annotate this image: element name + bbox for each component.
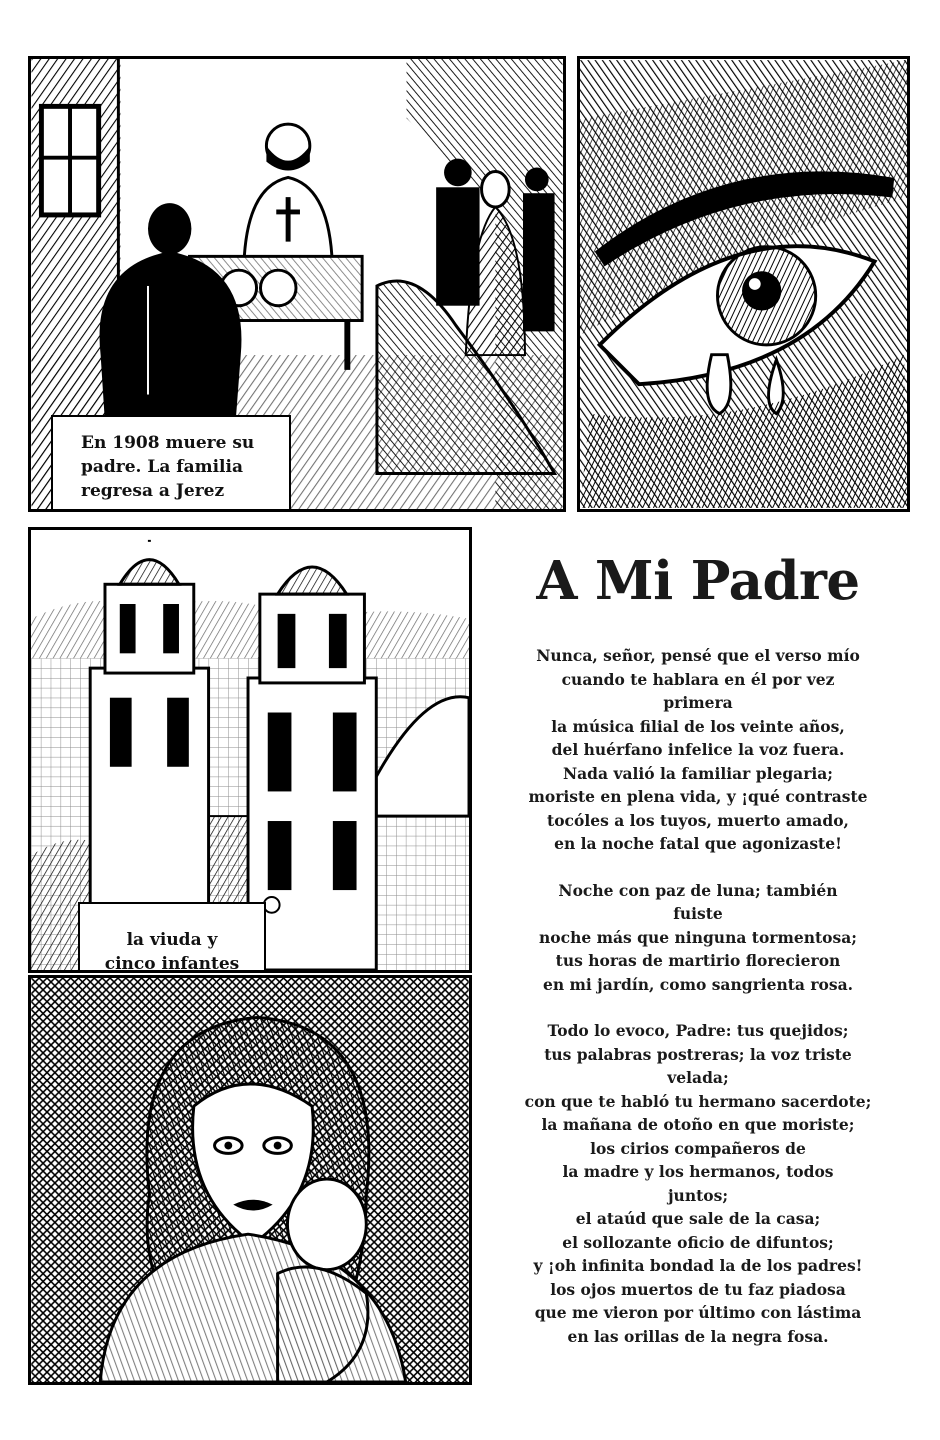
poem-line: tocóles a los tuyos, muerto amado, xyxy=(547,810,849,830)
poem-line: los cirios compañeros de xyxy=(590,1138,806,1158)
poem-line: en las orillas de la negra fosa. xyxy=(567,1326,829,1346)
funeral-caption xyxy=(51,415,291,511)
caption-line: padre. La familia xyxy=(81,457,243,477)
funeral-panel xyxy=(28,56,566,512)
poem-line: los ojos muertos de tu faz piadosa xyxy=(550,1279,846,1299)
poem-line: tus palabras postreras; la voz triste xyxy=(544,1044,852,1064)
poem-line: velada; xyxy=(667,1068,729,1087)
poem-line: cuando te hablara en él por vez xyxy=(561,669,835,689)
poem-body xyxy=(486,644,910,1371)
poem-line: noche más que ninguna tormentosa; xyxy=(539,927,857,947)
church-caption xyxy=(78,902,266,973)
poem-line: la madre y los hermanos, todos xyxy=(562,1162,834,1181)
right-tower xyxy=(248,567,376,970)
eye-illustration xyxy=(580,59,907,509)
poem-line: en mi jardín, como sangrienta rosa. xyxy=(542,974,854,994)
poem-line: tus horas de martirio florecieron xyxy=(555,951,841,970)
poem-line: y ¡oh infinita bondad la de los padres! xyxy=(533,1256,863,1275)
poem-line: la música filial de los veinte años, xyxy=(551,716,845,736)
eye-panel xyxy=(577,56,910,512)
window xyxy=(41,106,98,215)
poem-line: primera xyxy=(663,693,733,712)
caption-line: En 1908 muere su xyxy=(81,433,255,453)
poem-line: con que te habló tu hermano sacerdote; xyxy=(524,1091,872,1111)
mother-panel xyxy=(28,975,472,1385)
poem-line: la mañana de otoño en que moriste; xyxy=(541,1115,855,1134)
poem-line: que me vieron por último con lástima xyxy=(534,1303,862,1322)
poem-line: juntos; xyxy=(667,1185,729,1205)
poem-line: fuiste xyxy=(673,904,723,923)
church-panel xyxy=(28,527,472,973)
poem-line: Nunca, señor, pensé que el verso mío xyxy=(536,646,860,665)
poem-stanza xyxy=(486,1019,910,1348)
poem-line: en la noche fatal que agonizaste! xyxy=(554,834,842,853)
poem-stanza xyxy=(486,879,910,997)
poem-line: del huérfano infelice la voz fuera. xyxy=(551,740,845,759)
priest-figure xyxy=(244,124,333,276)
poem-line: Todo lo evoco, Padre: tus quejidos; xyxy=(547,1021,849,1040)
poem-title: A Mi Padre xyxy=(536,550,860,612)
poem-line: el ataúd que sale de la casa; xyxy=(575,1209,821,1228)
poem-line: Nada valió la familiar plegaria; xyxy=(562,763,834,783)
caption-line: la viuda y xyxy=(126,930,218,950)
mother-illustration xyxy=(31,978,469,1382)
poem-stanza xyxy=(486,644,910,856)
caption-line: cinco infantes xyxy=(104,954,240,973)
poem-line: Noche con paz de luna; también xyxy=(558,880,838,900)
poem-line: moriste en plena vida, y ¡qué contraste xyxy=(528,787,868,806)
poem-line: el sollozante oficio de difuntos; xyxy=(562,1232,834,1252)
caption-line: regresa a Jerez xyxy=(81,481,225,501)
